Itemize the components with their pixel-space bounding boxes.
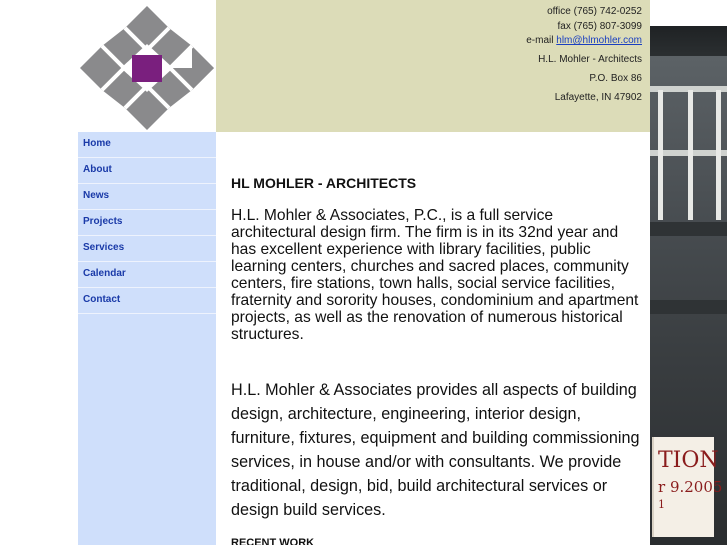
- background-photo: [650, 0, 727, 545]
- nav-item-about[interactable]: [78, 158, 216, 184]
- photo-post: [658, 90, 663, 220]
- photo-beam: [650, 300, 727, 314]
- nav-label: Calendar: [83, 268, 126, 279]
- page-title: HL MOHLER - ARCHITECTS: [231, 175, 417, 191]
- nav-label: About: [83, 164, 112, 175]
- header-contact: [216, 0, 650, 132]
- fax-number: fax (765) 807-3099: [557, 21, 642, 32]
- sidebar-nav: [78, 132, 216, 545]
- nav-item-news[interactable]: [78, 184, 216, 210]
- office-phone: office (765) 742-0252: [547, 6, 642, 17]
- nav-label: Services: [83, 242, 125, 253]
- diamond-logo-icon: [78, 4, 216, 132]
- nav-item-calendar[interactable]: [78, 262, 216, 288]
- intro-paragraph: H.L. Mohler & Associates, P.C., is a full service architectural design firm. The firm is in its 32nd year and has excellent experience with library facilities, public learning centers, churches and sacred places, community centers, fire stations, town halls, social service facilities, fraternity and sorority houses, condominium and apartment projects, as well as the renovation of numerous historical structures.: [231, 207, 639, 343]
- photo-sign-text: TION: [658, 448, 719, 473]
- main-content: [216, 132, 650, 545]
- po-box: P.O. Box 86: [589, 73, 642, 84]
- logo-right-tip: [192, 46, 214, 90]
- photo-post: [716, 90, 721, 220]
- photo-beam: [650, 222, 727, 236]
- logo-center-square: [132, 55, 162, 82]
- photo-sign-text: r 9.2005: [658, 478, 723, 496]
- nav-item-home[interactable]: [78, 132, 216, 158]
- nav-label: Projects: [83, 216, 123, 227]
- services-paragraph: H.L. Mohler & Associates provides all aspects of building design, architecture, engineering, interior design, furniture, fixtures, equipment and building commissioning services, in house and/or with consultants. We provide traditional, design, bid, build architectural services or design build services.: [231, 381, 640, 519]
- photo-post: [688, 90, 693, 220]
- photo-sign-text: 1: [658, 498, 665, 511]
- nav-label: Contact: [83, 294, 121, 305]
- nav-item-contact[interactable]: [78, 288, 216, 314]
- email-link[interactable]: hlm@hlmohler.com: [556, 35, 642, 46]
- city-state: Lafayette, IN 47902: [554, 92, 642, 103]
- nav-label: Home: [83, 138, 111, 149]
- nav-item-projects[interactable]: [78, 210, 216, 236]
- nav-label: News: [83, 190, 110, 201]
- logo[interactable]: [78, 4, 216, 132]
- photo-roof: [650, 26, 727, 56]
- company-name: H.L. Mohler - Architects: [538, 54, 642, 65]
- email-label: e-mail: [526, 35, 554, 46]
- recent-work-heading: RECENT WORK: [231, 537, 315, 545]
- photo-sky: [650, 0, 727, 26]
- nav-item-services[interactable]: [78, 236, 216, 262]
- email-line: [526, 35, 642, 46]
